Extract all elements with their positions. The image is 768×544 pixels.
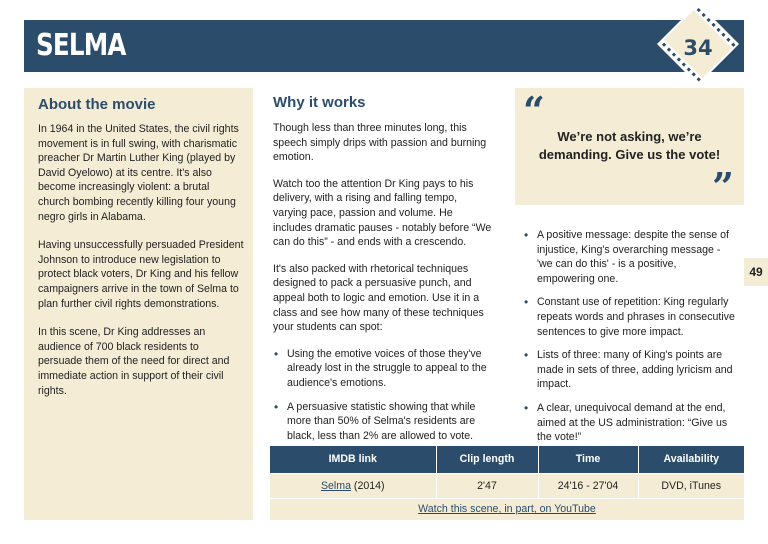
close-quote-icon: ”: [712, 164, 734, 209]
why-paragraph: It's also packed with rhetorical techniques designed to pack a persuasive punch, and appeal both to logic and emotion. Use it in a class and see how many of these techniques your students can spot:: [273, 262, 484, 334]
table-header-row: [270, 446, 744, 473]
youtube-link[interactable]: Watch this scene, in part, on YouTube: [418, 503, 596, 516]
quote-text: We’re not asking, we’re demanding. Give us the vote!: [538, 129, 721, 162]
pull-quote: [515, 88, 744, 209]
right-column: [523, 228, 736, 454]
column-header: Time: [538, 446, 638, 473]
column-header: IMDB link: [270, 446, 436, 473]
imdb-cell: [270, 473, 436, 498]
about-paragraph: In this scene, Dr King addresses an audience of 700 black residents to persuade them of the need for direct and immediate action in support of their civil rights.: [38, 326, 230, 397]
availability-cell: DVD, iTunes: [638, 473, 744, 498]
page-number: 49: [744, 258, 768, 286]
imdb-link[interactable]: Selma: [320, 479, 351, 492]
open-quote-icon: “: [523, 88, 545, 133]
column-header: Clip length: [436, 446, 538, 473]
list-item: • A persuasive statistic showing that while more than 50% of Selma's residents are black, less than 2% are allowed to vote.: [273, 400, 493, 444]
about-text: [38, 122, 244, 412]
clip-length-cell: 2'47: [436, 473, 538, 498]
why-paragraph: Though less than three minutes long, this speech simply drips with passion and burning emotion.: [273, 122, 487, 164]
page-header: [24, 20, 744, 72]
issue-number: 34: [683, 36, 713, 60]
clip-info-table: [270, 446, 744, 520]
why-paragraph: Watch too the attention Dr King pays to his delivery, with a rising and falling tempo, varying pace, passion and volume. He includes dramatic pauses - notably before “We can do this” - and ends with a crescendo.: [273, 177, 492, 249]
about-heading: About the movie: [38, 96, 156, 113]
list-item: • A positive message: despite the sense of injustice, King's overarching message - 'we can do this' - is a positive, empowering one.: [523, 228, 736, 286]
column-header: Availability: [638, 446, 744, 473]
about-paragraph: In 1964 in the United States, the civil rights movement is in full swing, with charismatic preacher Dr Martin Luther King (played by David Oyelowo) at its centre. It's also become increasingly violent: a brutal church bombing recently killing four young negro girls in Alabama.: [38, 123, 239, 223]
why-heading: Why it works: [273, 94, 366, 111]
release-year: (2014): [350, 479, 385, 492]
list-item: • Constant use of repetition: King regularly repeats words and phrases in consecutive sentences to give more impact.: [523, 295, 736, 339]
list-item: • Lists of three: many of King's points are made in sets of three, adding lyricism and impact.: [523, 348, 736, 392]
about-panel: [24, 88, 253, 520]
time-cell: 24'16 - 27'04: [538, 473, 638, 498]
technique-list: [273, 347, 493, 444]
movie-title: SELMA: [36, 28, 126, 63]
technique-list-continued: [523, 228, 736, 445]
why-text: [273, 121, 493, 452]
table-footer-row: [270, 498, 744, 520]
film-reel-badge: [656, 2, 740, 86]
list-item: • A clear, unequivocal demand at the end, aimed at the US administration: “Give us the vote!”: [523, 401, 736, 445]
table-row: [270, 473, 744, 498]
list-item: • Using the emotive voices of those they've already lost in the struggle to appeal to the audience's emotions.: [273, 347, 493, 391]
youtube-cell: [270, 498, 744, 520]
about-paragraph: Having unsuccessfully persuaded President Johnson to introduce new legislation to protect black voters, Dr King and his fellow campaigners arrive in the town of Selma to plan further civil rights demonstrations.: [38, 239, 244, 310]
